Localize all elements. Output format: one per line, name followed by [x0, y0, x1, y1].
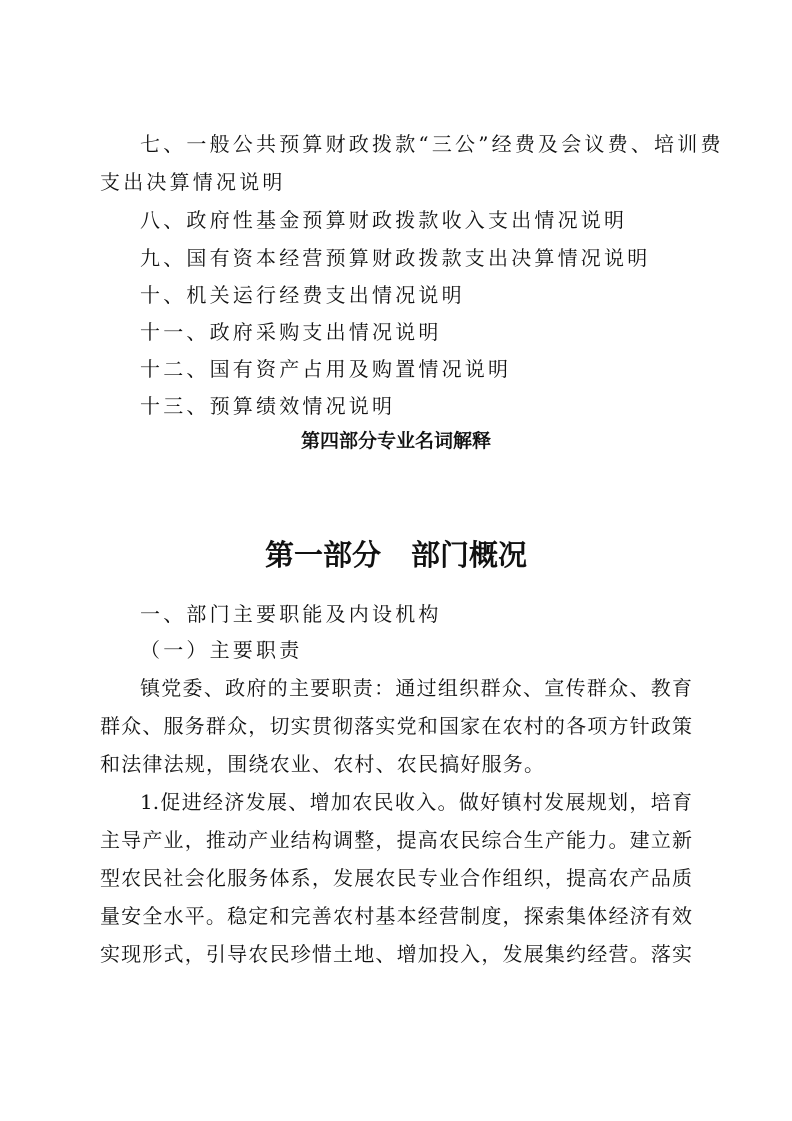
- toc-part-4-heading: 第四部分专业名词解释: [300, 430, 491, 452]
- part-1-title: [0, 533, 792, 577]
- subsection-heading-1: （一）主要职责: [140, 638, 303, 662]
- paragraph-2-line: 量安全水平。稳定和完善农村基本经营制度，探索集体经济有效: [100, 904, 692, 928]
- paragraph-1-line: 群众、服务群众，切实贯彻落实党和国家在农村的各项方针政策: [100, 714, 692, 738]
- part-1-title-name: 部门概况: [411, 538, 528, 572]
- section-heading-1: 一、部门主要职能及内设机构: [140, 602, 442, 626]
- paragraph-1-line: 镇党委、政府的主要职责：通过组织群众、宣传群众、教育: [140, 676, 692, 700]
- toc-item-13: 十三、预算绩效情况说明: [140, 394, 396, 418]
- paragraph-2-line: 主导产业，推动产业结构调整，提高农民综合生产能力。建立新: [100, 828, 692, 852]
- paragraph-2-line: 实现形式，引导农民珍惜土地、增加投入，发展集约经营。落实: [100, 942, 692, 966]
- toc-item-9: 九、国有资本经营预算财政拨款支出决算情况说明: [140, 246, 651, 270]
- paragraph-2-line: 型农民社会化服务体系，发展农民专业合作组织，提高农产品质: [100, 866, 692, 890]
- toc-item-7-line-1: 七、一般公共预算财政拨款“三公”经费及会议费、培训费: [140, 132, 724, 156]
- paragraph-1-line: 和法律法规，围绕农业、农村、农民搞好服务。: [100, 752, 546, 776]
- toc-item-7-line-2: 支出决算情况说明: [100, 170, 286, 194]
- toc-item-10: 十、机关运行经费支出情况说明: [140, 283, 465, 307]
- part-1-title-number: 第一部分: [264, 538, 381, 572]
- toc-item-8: 八、政府性基金预算财政拨款收入支出情况说明: [140, 208, 628, 232]
- toc-item-12: 十二、国有资产占用及购置情况说明: [140, 357, 512, 381]
- toc-item-11: 十一、政府采购支出情况说明: [140, 320, 442, 344]
- paragraph-2-line: 1.促进经济发展、增加农民收入。做好镇村发展规划，培育: [140, 790, 692, 814]
